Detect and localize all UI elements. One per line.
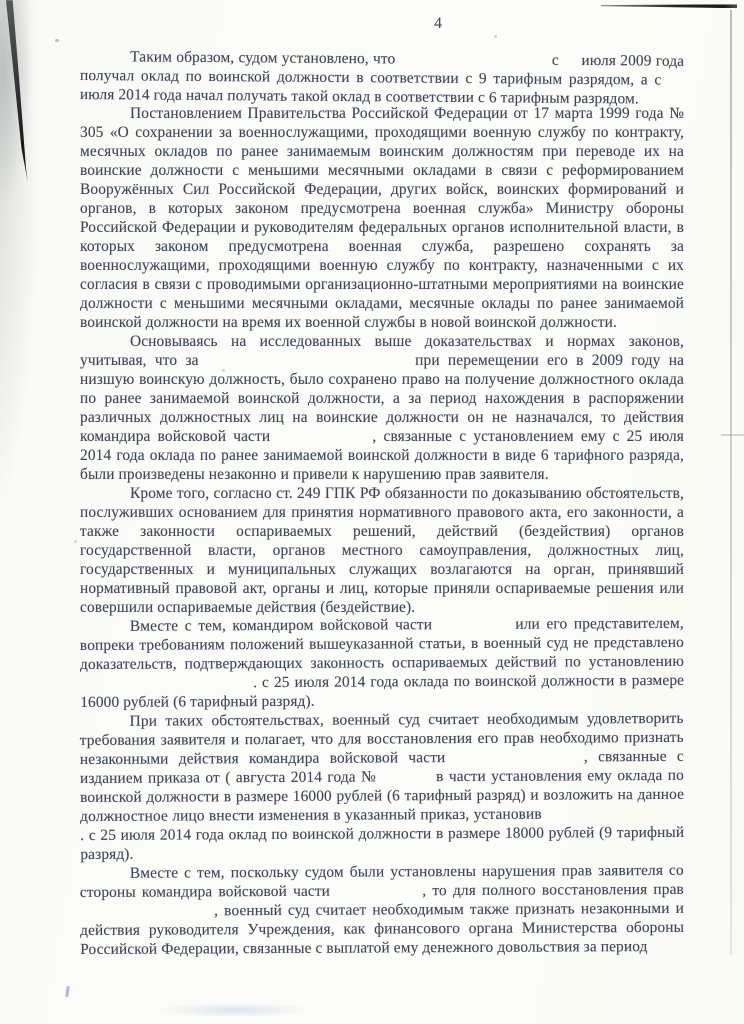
redaction-gap (400, 63, 548, 65)
redaction-gap (80, 686, 248, 688)
paragraph: Вместе с тем, поскольку судом были установлены нарушения прав заявителя со стороны командира войсковой части , то для полного восстановления прав , военный суд считает необходимым также признать незаконными и действия руководителя Учреждения, как финансового органа Министерства обороны Российской Федерации, связанные с выплатой ему денежного довольствия за период (79, 861, 685, 958)
paragraph: Кроме того, согласно ст. 249 ГПК РФ обязанности по доказыванию обстоятельств, послуживших основанием для принятия нормативного правового акта, его законности, а также законности оспариваемых решений, действий (бездействия) органов государственной власти, органов местного самоуправления, должностных лиц, государственных и муниципальных служащих возлагаются на орган, принявший нормативный правовой акт, органы и лиц, которые приняли оспариваемые решения или совершили оспариваемые действия (бездействие). (80, 485, 684, 616)
redaction-gap (456, 760, 574, 762)
paragraph: Вместе с тем, командиром войсковой части или его представителем, вопреки требованиям положений вышеуказанной статьи, в военный суд не представлено доказательств, подтверждающих законность оспариваемых действий по установлению . с 25 июля 2014 года оклада по воинской должности в размере 16000 рублей (6 тарифный разряд). (79, 614, 685, 711)
scan-speck (74, 540, 77, 543)
redaction-gap (383, 780, 431, 781)
redaction-gap (336, 894, 416, 895)
scan-artifact-right-line (730, 10, 732, 955)
redaction-gap (439, 628, 509, 629)
scan-speck (55, 39, 59, 42)
document-body (80, 47, 684, 959)
redaction-gap (546, 817, 684, 819)
paragraph: При таких обстоятельствах, военный суд считает необходимым удовлетворить требования заявителя и полагает, что для восстановления его прав необходимо признать незаконными действия командира войсковой части , связанные с изданием приказа от ( августа 2014 года № в части установления ему оклада по воинской должности в размере 16000 рублей (6 тарифный разряд) и возложить на данное должностное лицо внести изменения в указанный приказ, установив . с 25 июля 2014 года оклад по воинской должности в размере 18000 рублей (9 тарифный разряд). (79, 709, 685, 863)
scan-artifact-right-tick (721, 434, 744, 436)
redaction-gap (80, 914, 208, 916)
scan-speck-blue (65, 986, 70, 997)
redaction-gap (207, 364, 407, 365)
redaction-gap (563, 64, 577, 65)
redaction-gap (668, 84, 684, 85)
scan-smudge-blue (150, 1002, 320, 1018)
paragraph: Таким образом, судом установлено, что с июля 2009 года получал оклад по воинской должности в соответствии с 9 тарифным разрядом, а с июля 2014 года начал получать такой оклад в соответствии с 6 тарифным разрядом. (79, 48, 685, 108)
redaction-gap (277, 440, 365, 441)
paragraph: Основываясь на исследованных выше доказательствах и нормах законов, учитывая, что за при перемещении его в 2009 году на низшую воинскую должность, было сохранено право на получение должностного оклада по ранее занимаемой воинской должности, а за период нахождения в распоряжении различных должностных лиц на воинские должности он не назначался, то действия командира войсковой части , связанные с установлением ему с 25 июля 2014 года оклада по ранее занимаемой воинской должности в виде 6 тарифного разряда, были произведены незаконно и привели к нарушению прав заявителя. (80, 333, 685, 483)
page-number: 4 (434, 15, 442, 32)
paragraph: Постановлением Правительства Российской Федерации от 17 марта 1999 года № 305 «О сохранении за военнослужащими, проходящими военную службу по контракту, месячных окладов по ранее занимаемым воинским должностям при переводе их на воинские должности с меньшими месячными окладами в связи с реформированием Вооружённых Сил Российской Федерации, других войск, воинских формирований и органов, в которых законом предусмотрена военная служба» Министру обороны Российской Федерации и руководителям федеральных органов исполнительной власти, в которых законом предусмотрена военная служба, разрешено сохранять за военнослужащими, проходящими военную службу по контракту, назначенными с их согласия в связи с проводимыми организационно-штатными мероприятиями на воинские должности с меньшими месячными окладами, месячные оклады по ранее занимаемой воинской должности на время их военной службы в новой воинской должности. (80, 105, 684, 331)
scan-speck (494, 35, 497, 38)
scan-artifact-corner-shadow (0, 0, 46, 230)
scan-artifact-top-line (601, 4, 737, 8)
